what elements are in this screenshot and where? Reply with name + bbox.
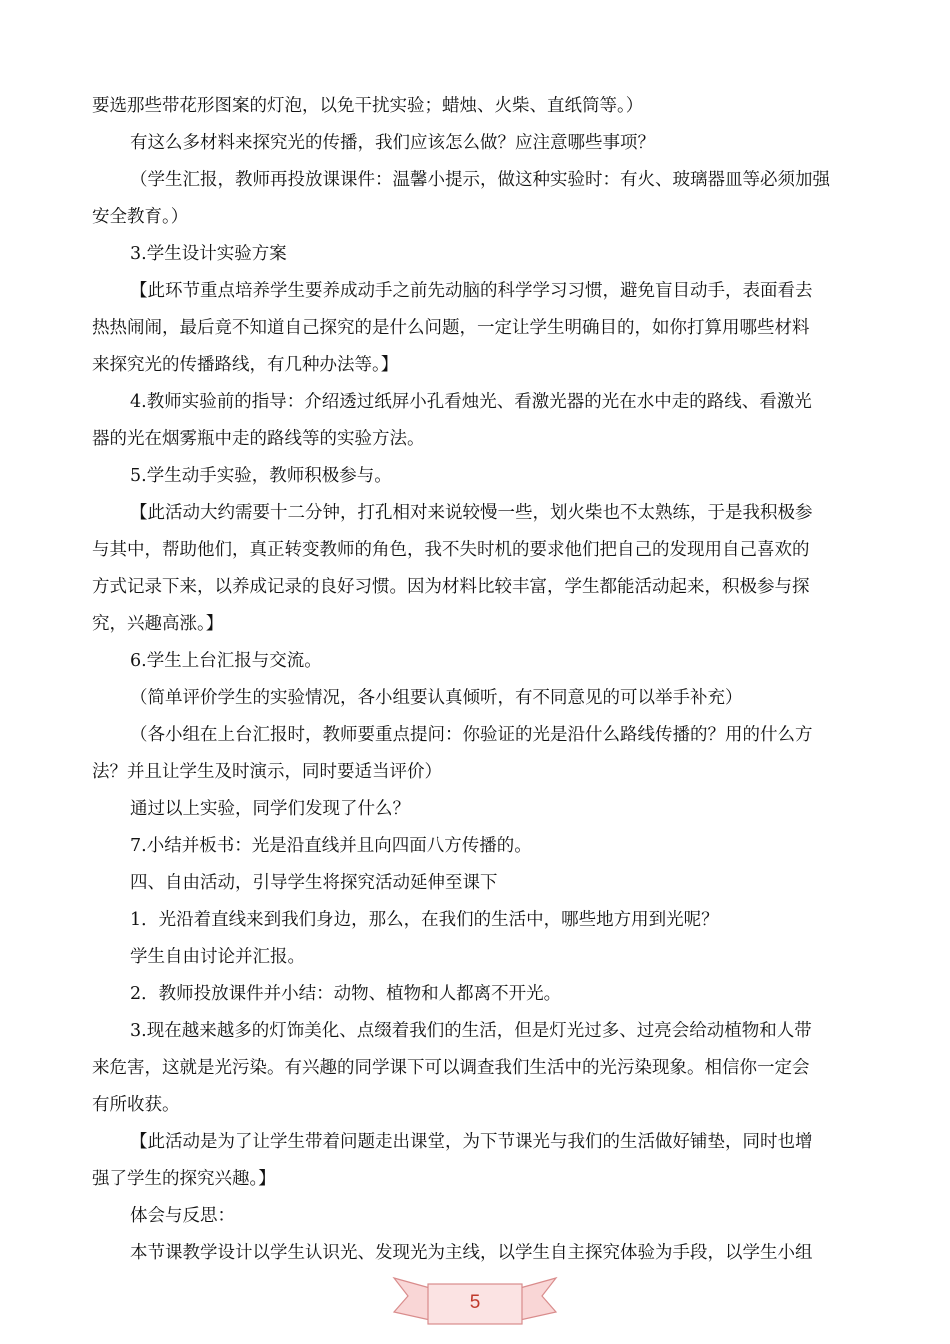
- text-line: 有这么多材料来探究光的传播，我们应该怎么做？应注意哪些事项？: [130, 133, 655, 153]
- text-line: 5.学生动手实验，教师积极参与。: [130, 466, 392, 486]
- text-line: 来探究光的传播路线，有几种办法等。】: [92, 355, 399, 375]
- text-line: （各小组在上台汇报时，教师要重点提问：你验证的光是沿什么路线传播的？用的什么方: [130, 725, 813, 745]
- text-line: 通过以上实验，同学们发现了什么？: [130, 799, 410, 819]
- text-line: 1．光沿着直线来到我们身边，那么，在我们的生活中，哪些地方用到光呢？: [130, 910, 719, 930]
- text-line: 3.现在越来越多的灯饰美化、点缀着我们的生活，但是灯光过多、过亮会给动植物和人带: [130, 1021, 812, 1041]
- text-line: 有所收获。: [92, 1095, 180, 1115]
- text-line: 安全教育。）: [92, 207, 189, 227]
- text-line: 4.教师实验前的指导：介绍透过纸屏小孔看烛光、看激光器的光在水中走的路线、看激光: [130, 392, 812, 412]
- text-line: 2．教师投放课件并小结：动物、植物和人都离不开光。: [130, 984, 562, 1004]
- text-line: 【此活动是为了让学生带着问题走出课堂，为下节课光与我们的生活做好铺垫，同时也增: [130, 1132, 813, 1152]
- text-line: （学生汇报，教师再投放课课件：温馨小提示，做这种实验时：有火、玻璃器皿等必须加强: [130, 170, 830, 190]
- text-line: 【此活动大约需要十二分钟，打孔相对来说较慢一些，划火柴也不太熟练，于是我积极参: [130, 503, 813, 523]
- text-line: 本节课教学设计以学生认识光、发现光为主线，以学生自主探究体验为手段，以学生小组: [130, 1243, 813, 1263]
- text-line: 究，兴趣高涨。】: [92, 614, 224, 634]
- text-line: 3.学生设计实验方案: [130, 244, 287, 264]
- text-line: 与其中，帮助他们，真正转变教师的角色，我不失时机的要求他们把自己的发现用自己喜欢的: [92, 540, 810, 560]
- text-line: 强了学生的探究兴趣。】: [92, 1169, 276, 1189]
- text-line: 体会与反思：: [130, 1206, 235, 1226]
- text-line: 来危害，这就是光污染。有兴趣的同学课下可以调查我们生活中的光污染现象。相信你一定会: [92, 1058, 810, 1078]
- text-line: 【此环节重点培养学生要养成动手之前先动脑的科学学习习惯，避免盲目动手，表面看去: [130, 281, 813, 301]
- text-line: 热热闹闹，最后竟不知道自己探究的是什么问题，一定让学生明确目的，如你打算用哪些材料: [92, 318, 810, 338]
- text-line: 学生自由讨论并汇报。: [130, 947, 305, 967]
- page-footer: [392, 1268, 558, 1328]
- text-line: （简单评价学生的实验情况，各小组要认真倾听，有不同意见的可以举手补充）: [130, 688, 743, 708]
- text-line: 6.学生上台汇报与交流。: [130, 651, 322, 671]
- text-line: 7.小结并板书：光是沿直线并且向四面八方传播的。: [130, 836, 532, 856]
- text-line: 器的光在烟雾瓶中走的路线等的实验方法。: [92, 429, 425, 449]
- document-body: [92, 92, 868, 1268]
- text-line: 方式记录下来，以养成记录的良好习惯。因为材料比较丰富，学生都能活动起来，积极参与探: [92, 577, 810, 597]
- text-line: 四、自由活动，引导学生将探究活动延伸至课下: [130, 873, 498, 893]
- page-number: 5: [469, 1292, 481, 1313]
- text-line: 法？并且让学生及时演示，同时要适当评价）: [92, 762, 442, 782]
- text-line: 要选那些带花形图案的灯泡，以免干扰实验；蜡烛、火柴、直纸筒等。）: [92, 96, 644, 116]
